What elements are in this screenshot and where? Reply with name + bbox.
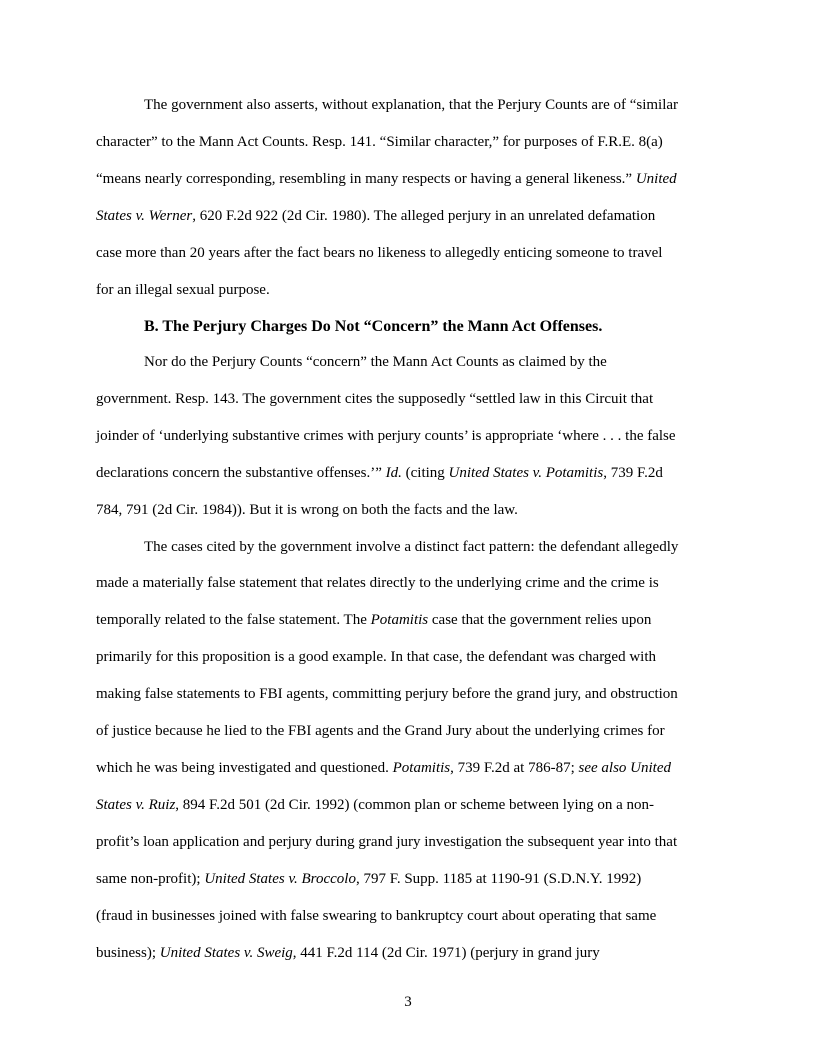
paragraph-1-line-1: The government also asserts, without explanation, that the Perjury Counts are of “similar xyxy=(144,97,679,113)
text-run: declarations concern the substantive offenses.’” xyxy=(96,465,386,481)
case-citation: Potamitis xyxy=(370,612,429,628)
case-citation: States v. Werner xyxy=(96,208,193,224)
text-run: temporally related to the false statement. The xyxy=(96,612,371,628)
text-run: business); xyxy=(96,945,160,961)
paragraph-1-line-5: case more than 20 years after the fact bears no likeness to allegedly enticing someone to travel xyxy=(96,245,663,261)
case-citation: see also United xyxy=(578,760,671,776)
paragraph-3-line-4: primarily for this proposition is a good example. In that case, the defendant was charged with xyxy=(96,649,656,665)
case-citation: Potamitis xyxy=(392,760,451,776)
case-citation: United xyxy=(635,171,677,187)
text-run: , 620 F.2d 922 (2d Cir. 1980). The alleged perjury in an unrelated defamation xyxy=(192,208,656,224)
text-run: , 441 F.2d 114 (2d Cir. 1971) (perjury in grand jury xyxy=(292,945,600,961)
text-run: , 739 F.2d at 786-87; xyxy=(450,760,579,776)
paragraph-3-line-12 xyxy=(96,944,718,962)
paragraph-1-line-6: for an illegal sexual purpose. xyxy=(96,282,270,298)
paragraph-3-line-9: profit’s loan application and perjury during grand jury investigation the subsequent year into that xyxy=(96,834,678,850)
text-run: (citing xyxy=(401,465,449,481)
paragraph-2-line-5: 784, 791 (2d Cir. 1984)). But it is wrong on both the facts and the law. xyxy=(96,502,518,518)
paragraph-2-line-1: Nor do the Perjury Counts “concern” the Mann Act Counts as claimed by the xyxy=(144,354,607,370)
paragraph-3-line-5: making false statements to FBI agents, committing perjury before the grand jury, and obstruction xyxy=(96,686,678,702)
paragraph-1-line-4 xyxy=(96,207,718,225)
case-citation: United States v. Sweig xyxy=(159,945,293,961)
text-run: which he was being investigated and questioned. xyxy=(96,760,393,776)
paragraph-2-line-3: joinder of ‘underlying substantive crimes with perjury counts’ is appropriate ‘where . . . the false xyxy=(96,428,676,444)
text-run: , 797 F. Supp. 1185 at 1190-91 (S.D.N.Y. 1992) xyxy=(355,871,642,887)
text-run: case that the government relies upon xyxy=(428,612,652,628)
paragraph-3-line-1: The cases cited by the government involve a distinct fact pattern: the defendant allegedly xyxy=(144,539,679,555)
paragraph-2-line-4 xyxy=(96,464,718,482)
paragraph-1-line-3 xyxy=(96,170,718,188)
case-citation: United States v. Broccolo xyxy=(204,871,356,887)
paragraph-3-line-3 xyxy=(96,611,718,629)
text-run: , 739 F.2d xyxy=(603,465,663,481)
paragraph-3-line-2: made a materially false statement that relates directly to the underlying crime and the crime is xyxy=(96,575,659,591)
text-run: same non-profit); xyxy=(96,871,205,887)
case-citation: States v. Ruiz xyxy=(96,797,176,813)
paragraph-2-line-2: government. Resp. 143. The government cites the supposedly “settled law in this Circuit that xyxy=(96,391,654,407)
citation-id: Id. xyxy=(385,465,402,481)
text-run: “means nearly corresponding, resembling in many respects or having a general likeness.” xyxy=(96,171,633,187)
paragraph-3-line-6: of justice because he lied to the FBI agents and the Grand Jury about the underlying crimes for xyxy=(96,723,665,739)
paragraph-3-line-7 xyxy=(96,759,718,777)
case-citation: United States v. Potamitis xyxy=(448,465,604,481)
text-run: , 894 F.2d 501 (2d Cir. 1992) (common plan or scheme between lying on a non- xyxy=(175,797,655,813)
paragraph-1-line-2: character” to the Mann Act Counts. Resp. 141. “Similar character,” for purposes of F.R.E. 8(a) xyxy=(96,134,663,150)
page-number: 3 xyxy=(404,994,412,1010)
section-heading-b: B. The Perjury Charges Do Not “Concern” the Mann Act Offenses. xyxy=(144,318,603,335)
paragraph-3-line-11: (fraud in businesses joined with false swearing to bankruptcy court about operating that same xyxy=(96,908,657,924)
paragraph-3-line-10 xyxy=(96,870,718,888)
paragraph-3-line-8 xyxy=(96,796,718,814)
